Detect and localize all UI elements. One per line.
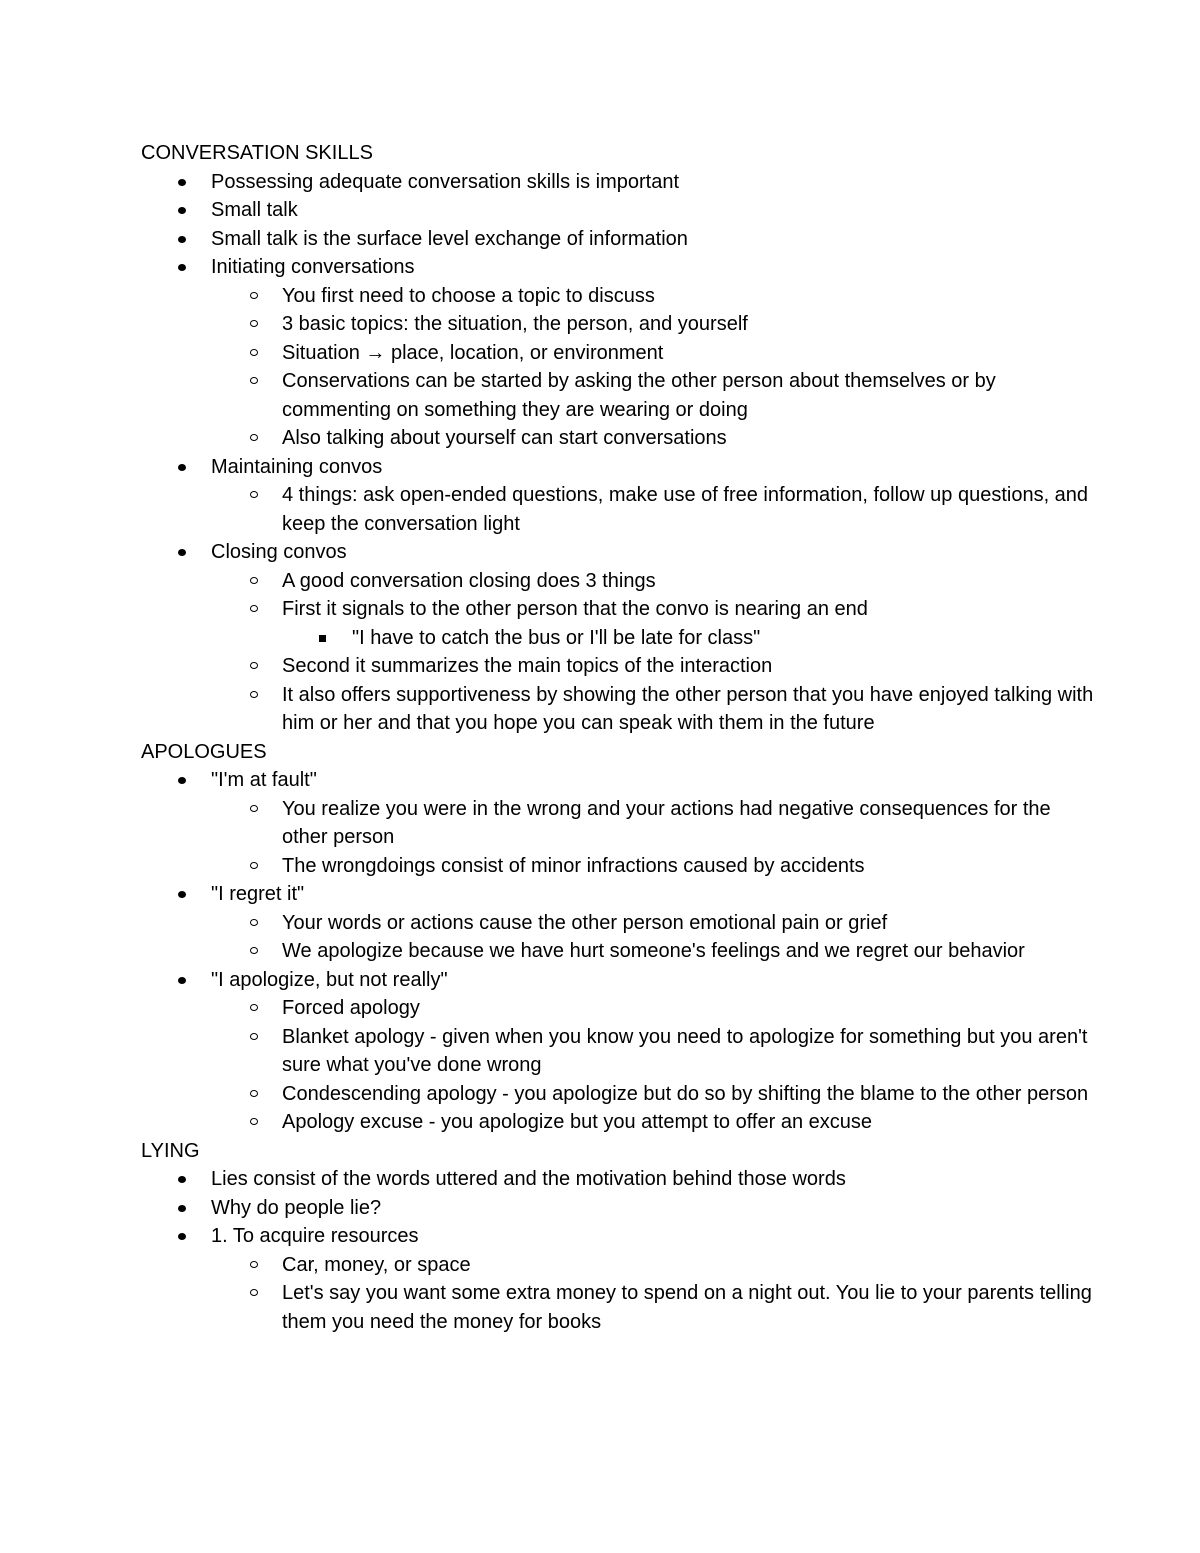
list-item [141, 253, 1101, 282]
list-item [141, 538, 1101, 567]
list-item-text: Possessing adequate conversation skills is important [211, 170, 680, 193]
list-item [141, 367, 1101, 424]
section-heading: LYING [141, 1139, 200, 1162]
list-item [141, 880, 1101, 909]
hollow-circle-bullet-icon [250, 862, 258, 869]
list-item-text: It also offers supportiveness by showing the other person that you have enjoyed talking with him or her and that you hope you can speak with them in the future [282, 683, 1094, 734]
list-item-text: Forced apology [282, 997, 420, 1019]
list-item-text: First it signals to the other person that the convo is nearing an end [282, 598, 868, 620]
hollow-circle-bullet-icon [250, 1004, 258, 1011]
list-item-text: "I regret it" [211, 883, 305, 905]
list-item [141, 966, 1101, 995]
filled-circle-bullet-icon [178, 207, 186, 214]
list-item [141, 1165, 1101, 1194]
notes-section [141, 1137, 1101, 1337]
list-item-text: Why do people lie? [211, 1196, 382, 1219]
hollow-circle-bullet-icon [250, 947, 258, 954]
list-item [141, 652, 1101, 681]
list-item [141, 1023, 1101, 1080]
hollow-circle-bullet-icon [250, 1289, 258, 1296]
list-item [141, 339, 1101, 368]
filled-circle-bullet-icon [178, 891, 186, 898]
list-item-text: Car, money, or space [282, 1253, 471, 1276]
list-item [141, 1222, 1101, 1251]
list-item-text: "I have to catch the bus or I'll be late for class" [352, 626, 761, 649]
list-item-text: Also talking about yourself can start conversations [282, 427, 727, 449]
list-item-text: Condescending apology - you apologize but do so by shifting the blame to the other person [282, 1082, 1089, 1105]
list-item-text: "I'm at fault" [211, 769, 317, 791]
list-item-text: We apologize because we have hurt someone's feelings and we regret our behavior [282, 940, 1025, 962]
filled-circle-bullet-icon [178, 264, 186, 271]
list-item-text: A good conversation closing does 3 things [282, 569, 656, 592]
list-item [141, 937, 1101, 966]
list-item [141, 282, 1101, 311]
hollow-circle-bullet-icon [250, 1033, 258, 1040]
hollow-circle-bullet-icon [250, 1118, 258, 1125]
hollow-circle-bullet-icon [250, 605, 258, 612]
filled-circle-bullet-icon [178, 1205, 186, 1212]
list-item [141, 1080, 1101, 1109]
list-item-text: Conservations can be started by asking the other person about themselves or by commenting on something they are wearing or doing [282, 370, 996, 421]
list-item [141, 1279, 1101, 1336]
filled-circle-bullet-icon [178, 977, 186, 984]
list-item [141, 1251, 1101, 1280]
filled-circle-bullet-icon [178, 464, 186, 471]
hollow-circle-bullet-icon [250, 662, 258, 669]
list-item [141, 795, 1101, 852]
list-item [141, 624, 1101, 653]
filled-circle-bullet-icon [178, 1176, 186, 1183]
list-item-text: Initiating conversations [211, 256, 415, 278]
list-item-text: Small talk [211, 199, 298, 221]
hollow-circle-bullet-icon [250, 377, 258, 384]
list-item-text: Lies consist of the words uttered and the motivation behind those words [211, 1168, 846, 1190]
list-item [141, 1194, 1101, 1223]
hollow-circle-bullet-icon [250, 320, 258, 327]
list-item [141, 481, 1101, 538]
list-item-text: You realize you were in the wrong and your actions had negative consequences for the other person [282, 797, 1051, 848]
list-item [141, 909, 1101, 938]
list-item-text: Second it summarizes the main topics of the interaction [282, 655, 773, 677]
notes-section [141, 139, 1101, 738]
list-item [141, 766, 1101, 795]
list-item [141, 681, 1101, 738]
square-bullet-icon [319, 635, 326, 642]
list-item [141, 852, 1101, 881]
filled-circle-bullet-icon [178, 777, 186, 784]
list-item [141, 310, 1101, 339]
list-item [141, 225, 1101, 254]
list-item [141, 453, 1101, 482]
list-item-text: 1. To acquire resources [211, 1225, 419, 1247]
filled-circle-bullet-icon [178, 179, 186, 186]
filled-circle-bullet-icon [178, 1233, 186, 1240]
list-item-text: Maintaining convos [211, 455, 383, 478]
list-item-text: Situation → place, location, or environment [282, 341, 664, 364]
list-item-text: 3 basic topics: the situation, the person, and yourself [282, 313, 748, 335]
hollow-circle-bullet-icon [250, 491, 258, 498]
hollow-circle-bullet-icon [250, 805, 258, 812]
hollow-circle-bullet-icon [250, 292, 258, 299]
list-item [141, 196, 1101, 225]
list-item-text: Small talk is the surface level exchange of information [211, 227, 688, 250]
hollow-circle-bullet-icon [250, 349, 258, 356]
hollow-circle-bullet-icon [250, 1261, 258, 1268]
section-heading: CONVERSATION SKILLS [141, 142, 373, 164]
filled-circle-bullet-icon [178, 236, 186, 243]
hollow-circle-bullet-icon [250, 577, 258, 584]
section-heading: APOLOGUES [141, 740, 267, 763]
list-item-text: Apology excuse - you apologize but you attempt to offer an excuse [282, 1111, 872, 1133]
hollow-circle-bullet-icon [250, 1090, 258, 1097]
document-body [141, 139, 1101, 1336]
hollow-circle-bullet-icon [250, 434, 258, 441]
list-item-text: The wrongdoings consist of minor infractions caused by accidents [282, 854, 865, 877]
list-item-text: Closing convos [211, 541, 347, 563]
list-item-text: Let's say you want some extra money to spend on a night out. You lie to your parents telling them you need the money for books [282, 1282, 1092, 1333]
hollow-circle-bullet-icon [250, 691, 258, 698]
list-item [141, 994, 1101, 1023]
filled-circle-bullet-icon [178, 549, 186, 556]
list-item [141, 168, 1101, 197]
list-item-text: 4 things: ask open-ended questions, make use of free information, follow up questions, and keep the conversation light [282, 484, 1089, 535]
list-item [141, 1108, 1101, 1137]
list-item-text: You first need to choose a topic to discuss [282, 284, 655, 307]
list-item-text: Your words or actions cause the other person emotional pain or grief [282, 911, 888, 934]
notes-section [141, 738, 1101, 1137]
list-item [141, 567, 1101, 596]
hollow-circle-bullet-icon [250, 919, 258, 926]
list-item [141, 424, 1101, 453]
list-item-text: Blanket apology - given when you know you need to apologize for something but you aren't sure what you've done wrong [282, 1025, 1088, 1076]
list-item [141, 595, 1101, 624]
list-item-text: "I apologize, but not really" [211, 968, 448, 991]
